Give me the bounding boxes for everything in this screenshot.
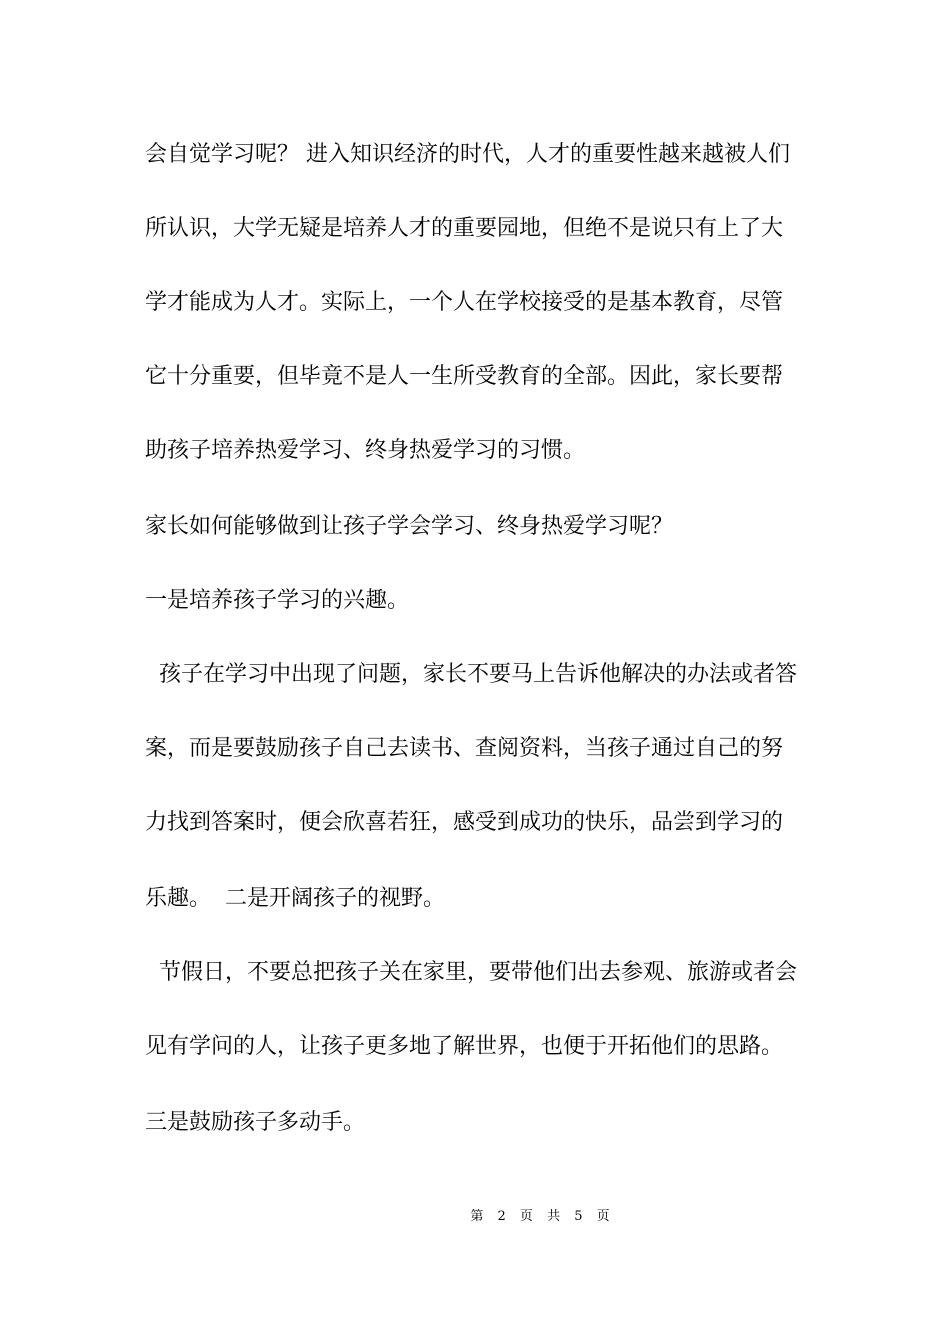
text-line: 助孩子培养热爱学习、终身热爱学习的习惯。 bbox=[145, 438, 586, 463]
text-line: 所认识，大学无疑是培养人才的重要园地，但绝不是说只有上了大 bbox=[145, 216, 784, 241]
text-line: 节假日，不要总把孩子关在家里，要带他们出去参观、旅游或者会 bbox=[145, 960, 797, 985]
text-line: 乐趣。 二是开阔孩子的视野。 bbox=[145, 886, 445, 911]
footer-label-page: 第 bbox=[470, 1209, 484, 1224]
footer-label-ye: 页 bbox=[519, 1209, 533, 1224]
text-line: 案，而是要鼓励孩子自己去读书、查阅资料，当孩子通过自己的努 bbox=[145, 736, 784, 761]
text-line: 孩子在学习中出现了问题，家长不要马上告诉他解决的办法或者答 bbox=[145, 662, 797, 687]
footer-total-pages: 5 bbox=[574, 1209, 583, 1224]
text-line: 家长如何能够做到让孩子学会学习、终身热爱学习呢？ bbox=[145, 514, 674, 539]
page-footer bbox=[0, 1208, 950, 1226]
text-line: 一是培养孩子学习的兴趣。 bbox=[145, 588, 410, 613]
text-line: 会自觉学习呢？ 进入知识经济的时代，人才的重要性越来越被人们 bbox=[145, 142, 790, 167]
text-line: 学才能成为人才。实际上，一个人在学校接受的是基本教育，尽管 bbox=[145, 290, 784, 315]
text-line: 见有学问的人，让孩子更多地了解世界，也便于开拓他们的思路。 bbox=[145, 1034, 784, 1059]
text-line: 力找到答案时，便会欣喜若狂，感受到成功的快乐，品尝到学习的 bbox=[145, 810, 784, 835]
footer-label-ye: 页 bbox=[596, 1209, 610, 1224]
footer-label-total: 共 bbox=[547, 1209, 561, 1224]
footer-current-page: 2 bbox=[497, 1209, 506, 1224]
text-line: 它十分重要，但毕竟不是人一生所受教育的全部。因此，家长要帮 bbox=[145, 364, 784, 389]
text-line: 三是鼓励孩子多动手。 bbox=[145, 1110, 366, 1135]
